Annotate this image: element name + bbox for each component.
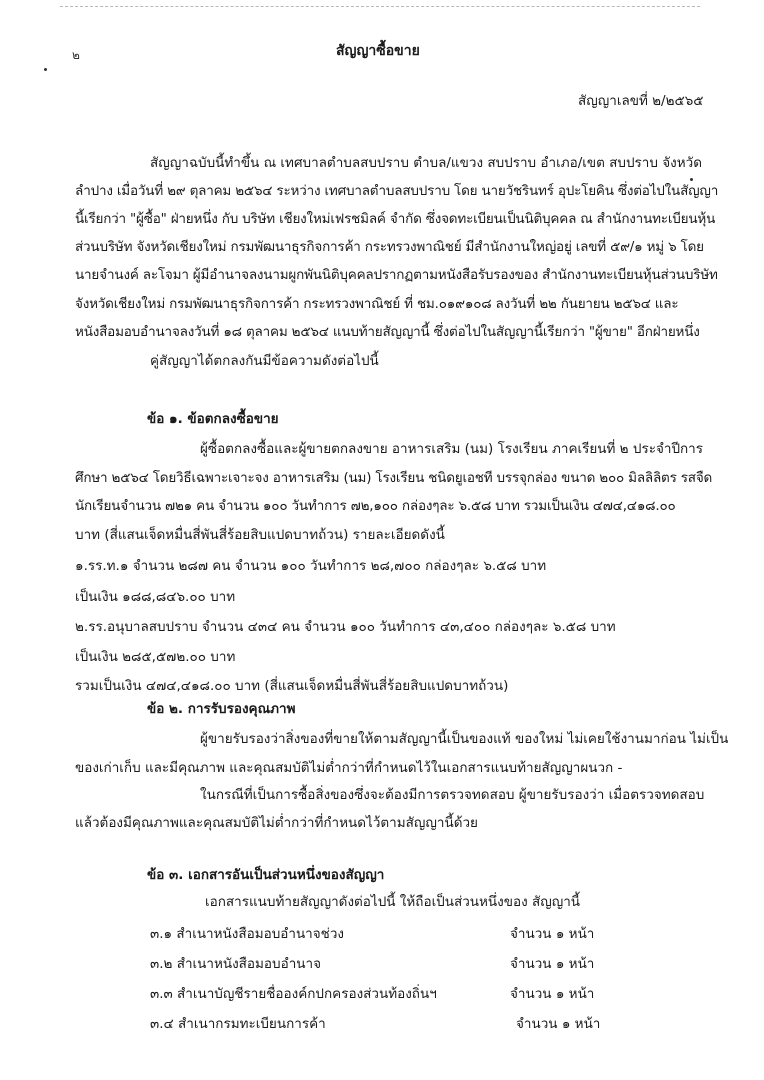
clause-2-line: แล้วต้องมีคุณภาพและคุณสมบัติไม่ต่ำกว่าที่กำหนดไว้ตามสัญญานี้ด้วย (75, 815, 478, 831)
preamble-line: หนังสือมอบอำนาจลงวันที่ ๑๘ ตุลาคม ๒๕๖๔ แนบท้ายสัญญานี้ ซึ่งต่อไปในสัญญานี้เรียกว่า "ผู้ขาย" อีกฝ่ายหนึ่ง (75, 324, 700, 340)
clause-1-line: เป็นเงิน ๑๘๘,๘๔๖.๐๐ บาท (75, 589, 236, 605)
clause-1-line: ผู้ซื้อตกลงซื้อและผู้ขายตกลงขาย อาหารเสริม (นม) โรงเรียน ภาคเรียนที่ ๒ ประจำปีการ (200, 441, 704, 457)
preamble-line: คู่สัญญาได้ตกลงกันมีข้อความดังต่อไปนี้ (150, 353, 379, 369)
clause-1-line: ๑.รร.ท.๑ จำนวน ๒๘๗ คน จำนวน ๑๐๐ วันทำการ ๒๘,๗๐๐ กล่องๆละ ๖.๕๘ บาท (75, 558, 547, 574)
preamble-line: จังหวัดเชียงใหม่ กรมพัฒนาธุรกิจการค้า กระทรวงพาณิชย์ ที่ ชม.๐๑๙๑๐๘ ลงวันที่ ๒๒ กันยายน ๒๕๖๔ และ (75, 296, 679, 312)
attachment-item-label: ๓.๒ สำเนาหนังสือมอบอำนาจ (150, 956, 322, 972)
attachment-item-count: จำนวน ๑ หน้า (516, 1016, 601, 1032)
attachment-item-count: จำนวน ๑ หน้า (510, 926, 595, 942)
attachment-item-count: จำนวน ๑ หน้า (510, 986, 595, 1002)
clause-1-total: รวมเป็นเงิน ๔๗๔,๔๑๘.๐๐ บาท (สี่แสนเจ็ดหมื่นสี่พันสี่ร้อยสิบแปดบาทถ้วน) (75, 678, 509, 694)
clause-1-line: ศึกษา ๒๕๖๔ โดยวิธีเฉพาะเจาะจง อาหารเสริม (นม) โรงเรียน ชนิดยูเอชที บรรจุกล่อง ขนาด ๒๐๐ มิลลิลิตร รสจืด (75, 470, 713, 486)
preamble-line: นายจำนงค์ ละโจมา ผู้มีอำนาจลงนามผูกพันนิติบุคคลปรากฏตามหนังสือรับรองของ สำนักงานทะเบียนหุ้นส่วนบริษัท (75, 267, 718, 283)
clause-1-line: ๒.รร.อนุบาลสบปราบ จำนวน ๔๓๔ คน จำนวน ๑๐๐ วันทำการ ๔๓,๔๐๐ กล่องๆละ ๖.๕๘ บาท (75, 619, 616, 635)
attachment-item-count: จำนวน ๑ หน้า (510, 956, 595, 972)
preamble-line: นี้เรียกว่า "ผู้ซื้อ" ฝ่ายหนึ่ง กับ บริษัท เชียงใหม่เฟรชมิลค์ จำกัด ซึ่งจดทะเบียนเป็นนิติบุคคล ณ สำนักงานทะเบียนหุ้น (75, 211, 716, 227)
clause-2-line: ในกรณีที่เป็นการซื้อสิ่งของซึ่งจะต้องมีการตรวจทดสอบ ผู้ขายรับรองว่า เมื่อตรวจทดสอบ (200, 787, 705, 803)
clause-2-line: ของเก่าเก็บ และมีคุณภาพ และคุณสมบัติไม่ต่ำกว่าที่กำหนดไว้ในเอกสารแนบท้ายสัญญาผนวก - (75, 760, 623, 776)
scan-speck (690, 178, 693, 181)
scan-speck (44, 68, 47, 71)
preamble-line: สัญญาฉบับนี้ทำขึ้น ณ เทศบาลตำบลสบปราบ ตำบล/แขวง สบปราบ อำเภอ/เขต สบปราบ จังหวัด (150, 155, 702, 171)
clause-1-line: บาท (สี่แสนเจ็ดหมื่นสี่พันสี่ร้อยสิบแปดบาทถ้วน) รายละเอียดดังนี้ (75, 527, 445, 543)
attachment-item-label: ๓.๔ สำเนากรมทะเบียนการค้า (150, 1016, 326, 1032)
attachment-item-label: ๓.๓ สำเนาบัญชีรายชื่อองค์กปกครองส่วนท้องถิ่นฯ (150, 986, 437, 1002)
clause-1-heading: ข้อ ๑. ข้อตกลงซื้อขาย (147, 411, 279, 427)
preamble-line: ส่วนบริษัท จังหวัดเชียงใหม่ กรมพัฒนาธุรกิจการค้า กระทรวงพาณิชย์ มีสำนักงานใหญ่อยู่ เลขที่ ๕๙/๑ หมู่ ๖ โดย (75, 239, 704, 255)
document-title: สัญญาซื้อขาย (336, 43, 420, 59)
page-number-mark: ๒ (72, 48, 80, 62)
clause-3-intro: เอกสารแนบท้ายสัญญาดังต่อไปนี้ ให้ถือเป็นส่วนหนึ่งของ สัญญานี้ (205, 894, 581, 910)
clause-2-line: ผู้ขายรับรองว่าสิ่งของที่ขายให้ตามสัญญานี้เป็นของแท้ ของใหม่ ไม่เคยใช้งานมาก่อน ไม่เป็น (200, 731, 729, 747)
clause-1-line: นักเรียนจำนวน ๗๒๑ คน จำนวน ๑๐๐ วันทำการ ๗๒,๑๐๐ กล่องๆละ ๖.๕๘ บาท รวมเป็นเงิน ๔๗๔,๔๑๘.๐๐ (75, 498, 676, 514)
attachment-item-label: ๓.๑ สำเนาหนังสือมอบอำนาจช่วง (150, 926, 345, 942)
contract-number: สัญญาเลขที่ ๒/๒๕๖๕ (578, 93, 704, 109)
preamble-line: ลำปาง เมื่อวันที่ ๒๙ ตุลาคม ๒๕๖๔ ระหว่าง เทศบาลตำบลสบปราบ โดย นายวัชรินทร์ อุปะโยคิน ซึ่งต่อไปในสัญญา (75, 183, 719, 199)
clause-3-heading: ข้อ ๓. เอกสารอันเป็นส่วนหนึ่งของสัญญา (147, 867, 385, 883)
clause-1-line: เป็นเงิน ๒๘๕,๕๗๒.๐๐ บาท (75, 649, 236, 665)
clause-2-heading: ข้อ ๒. การรับรองคุณภาพ (147, 701, 296, 717)
scan-edge-line (60, 6, 700, 8)
